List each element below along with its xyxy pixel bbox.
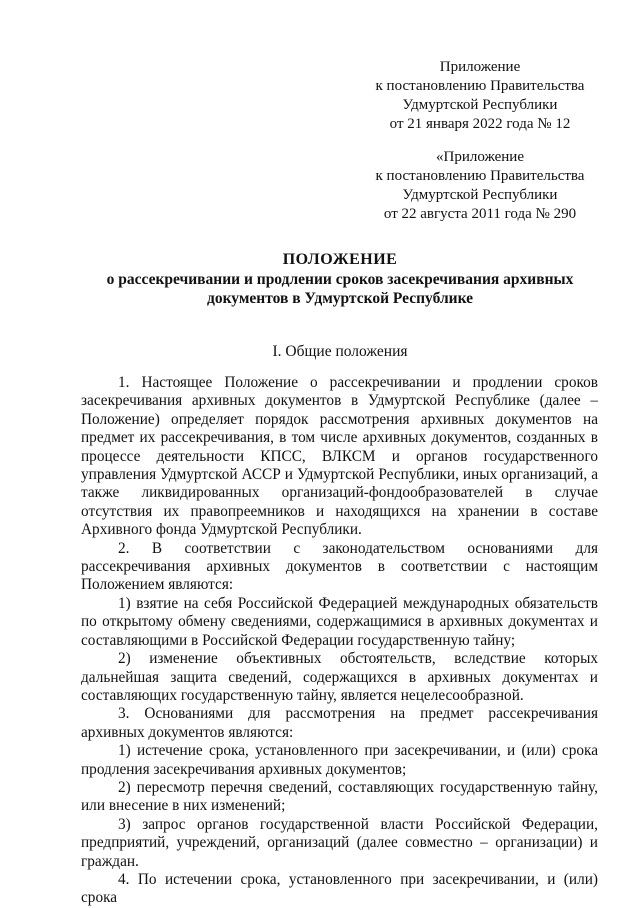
paragraph: 3) запрос органов государственной власти Российской Федерации, предприятий, учреждений, организаций (далее совместно – организации) и граждан. — [81, 815, 598, 870]
paragraph: 2. В соответствии с законодательством основаниями для рассекречивания архивных документов в соответствии с настоящим Положением являются: — [81, 539, 598, 594]
title-main: ПОЛОЖЕНИЕ — [282, 251, 398, 268]
paragraph: 2) изменение объективных обстоятельств, вследствие которых дальнейшая защита сведений, содержащихся в архивных документах и составляющих государственную тайну, является нецелесообразной. — [81, 650, 598, 704]
appendix-original-line-4: от 22 августа 2011 года № 290 — [383, 206, 577, 222]
title-line-3: документов в Удмуртской Республике — [207, 290, 473, 307]
appendix-original-line-1: «Приложение — [435, 149, 524, 165]
appendix-current-line-2: к постановлению Правительства — [375, 78, 585, 94]
paragraph: 1. Настоящее Положение о рассекречивании и продлении сроков засекречивания архивных документов в Удмуртской Республике (далее – Положение) определяет порядок рассмотрения архивных документов на предмет их рассекречивания, в том числе архивных документов, созданных в процессе деятельности КПСС, ВЛКСМ и органов государственного управления Удмуртской АССР и Удмуртской Республики, иных организаций, а также ликвидированных организаций-фондообразователей в случае отсутствия их правопреемников и находящихся на хранении в составе Архивного фонда Удмуртской Республики. — [81, 374, 598, 539]
body-text — [81, 374, 598, 908]
appendix-original-line-2: к постановлению Правительства — [375, 168, 585, 184]
paragraph: 1) истечение срока, установленного при засекречивании, и (или) срока продления засекречивания архивных документов; — [81, 742, 598, 778]
paragraph: 1) взятие на себя Российской Федерацией международных обязательств по открытому обмену сведениями, содержащимися в архивных документах и составляющими в Российской Федерации государственную тайну; — [81, 594, 598, 649]
appendix-current-line-1: Приложение — [439, 59, 521, 75]
section-heading: I. Общие положения — [272, 343, 408, 360]
appendix-current-line-4: от 21 января 2022 года № 12 — [389, 116, 571, 132]
title-line-2: о рассекречивании и продлении сроков засекречивания архивных — [106, 271, 574, 288]
appendix-current — [370, 58, 590, 134]
document-title — [80, 250, 600, 308]
appendix-original — [370, 148, 590, 224]
paragraph: 4. По истечении срока, установленного при засекречивании, и (или) срока — [81, 870, 598, 907]
paragraph: 2) пересмотр перечня сведений, составляющих государственную тайну, или внесение в них изменений; — [81, 778, 598, 815]
paragraph: 3. Основаниями для рассмотрения на предмет рассекречивания архивных документов являются: — [81, 705, 598, 741]
appendix-original-line-3: Удмуртской Республики — [402, 187, 558, 203]
appendix-current-line-3: Удмуртской Республики — [402, 97, 558, 113]
